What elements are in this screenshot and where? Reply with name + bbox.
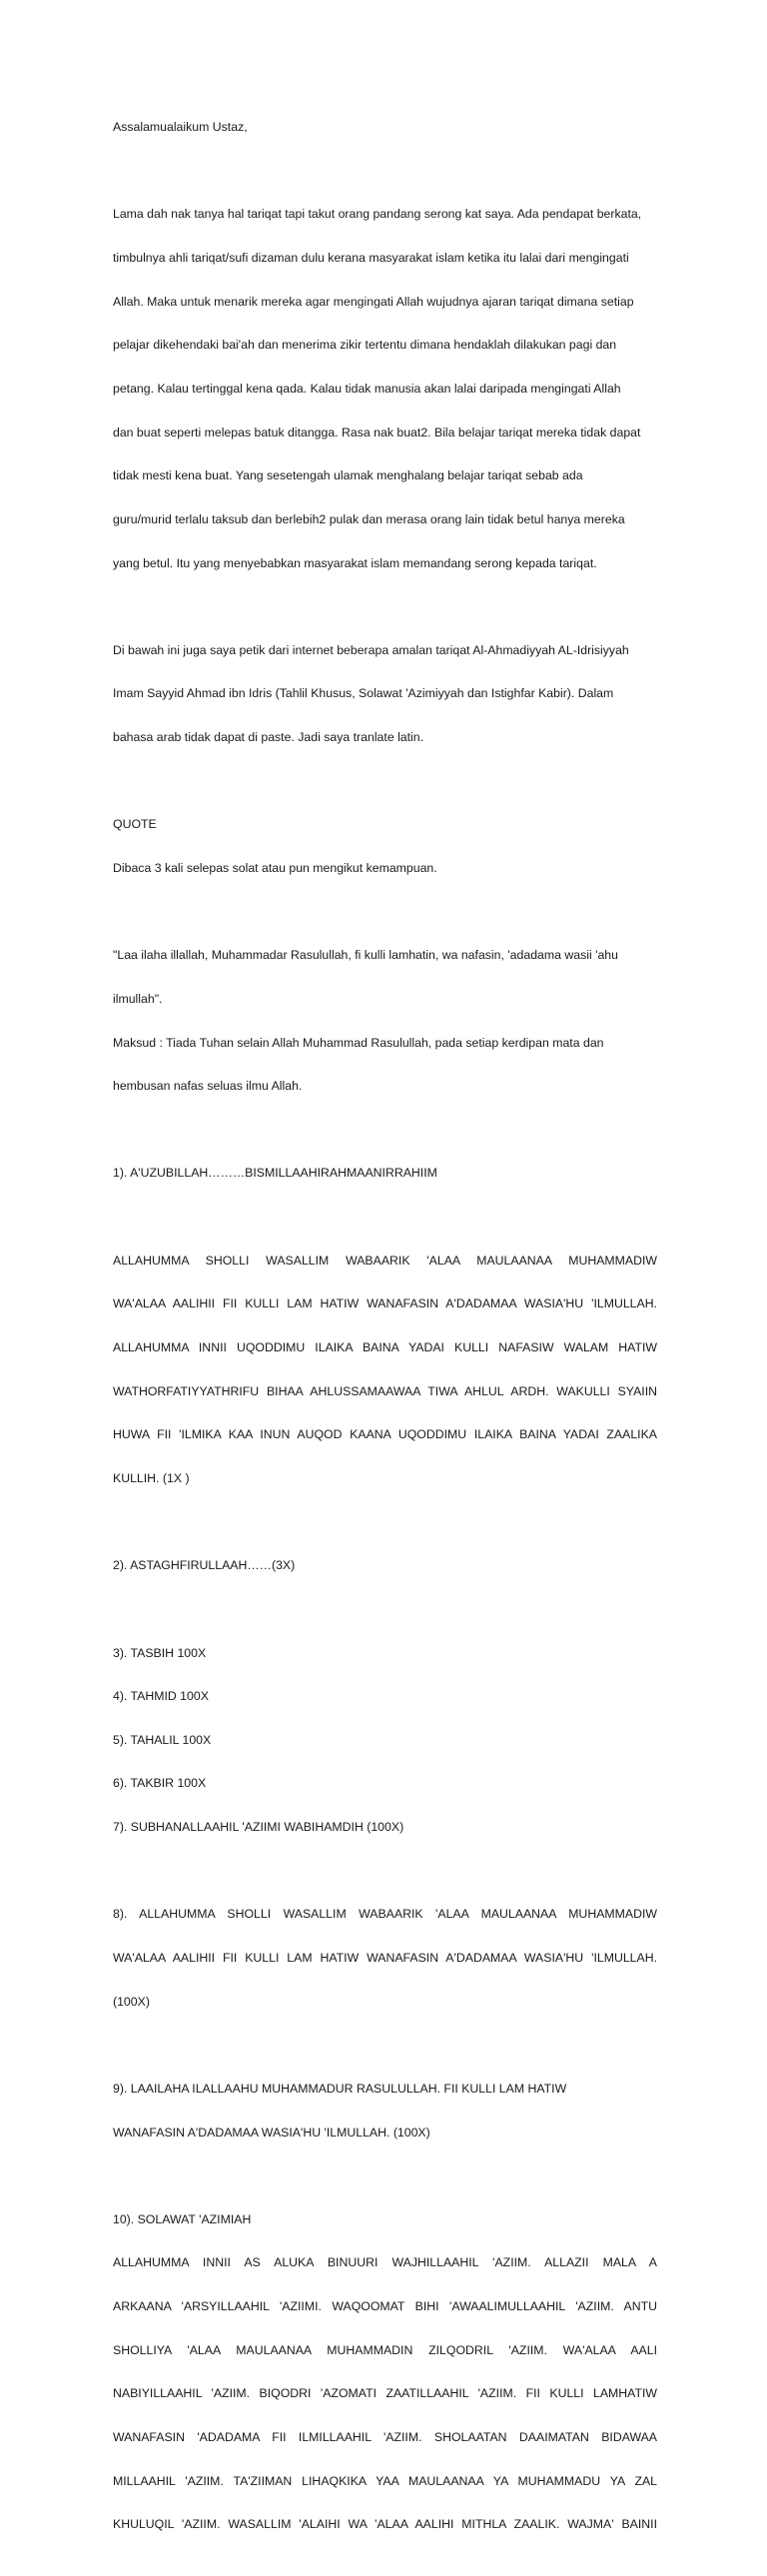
text-line: (100X) [113,1994,150,2009]
text-line: 8). ALLAHUMMA SHOLLI WASALLIM WABAARIK 'ALAA MAULAANAA MUHAMMADIW [113,1907,657,1922]
text-line: guru/murid terlalu taksub dan berlebih2 pulak dan merasa orang lain tidak betul hanya mereka [113,511,625,526]
item-9 [113,2053,657,2168]
list-item: 4). TAHMID 100X [113,1689,209,1704]
list-item: 5). TAHALIL 100X [113,1732,212,1747]
text-line: SHOLLIYA 'ALAA MAULAANAA MUHAMMADIN ZILQODRIL 'AZIIM. WA'ALAA AALI [113,2342,657,2357]
text-line: HUWA FII 'ILMIKA KAA INUN AUQOD KAANA UQODDIMU ILAIKA BAINA YADAI ZAALIKA [113,1427,657,1442]
text-line: Di bawah ini juga saya petik dari internet beberapa amalan tariqat Al-Ahmadiyyah AL-Idrisiyyah [113,642,629,657]
text-line: Lama dah nak tanya hal tariqat tapi takut orang pandang serong kat saya. Ada pendapat berkata, [113,207,642,222]
text-line: NABIYILLAAHIL 'AZIIM. BIQODRI 'AZOMATI ZAATILLAAHIL 'AZIIM. FII KULLI LAMHATIW [113,2386,657,2401]
items-3-to-7 [113,1616,657,1863]
tahlil-block [113,919,657,1123]
quote-instruction: Dibaca 3 kali selepas solat atau pun mengikut kemampuan. [113,860,437,875]
paragraph-amalan-intro [113,614,657,774]
document-body [113,91,657,2576]
item-1-text [113,1225,657,1515]
text-line: 2). ASTAGHFIRULLAAH……(3X) [113,1558,296,1573]
text-line: tidak mesti kena buat. Yang sesetengah ulamak menghalang belajar tariqat sebab ada [113,468,583,483]
text-line: ALLAHUMMA SHOLLI WASALLIM WABAARIK 'ALAA MAULAANAA MUHAMMADIW [113,1253,657,1268]
text-line: ALLAHUMMA INNII AS ALUKA BINUURI WAJHILLAAHIL 'AZIIM. ALLAZII MALA A [113,2255,657,2270]
text-line: ALLAHUMMA INNII UQODDIMU ILAIKA BAINA YADAI KULLI NAFASIW WALAM HATIW [113,1340,657,1355]
text-line: MILLAAHIL 'AZIIM. TA'ZIIMAN LIHAQKIKA YAA MAULAANAA YA MUHAMMADU YA ZAL [113,2473,657,2488]
quote-block [113,788,657,904]
text-line: Allah. Maka untuk menarik mereka agar mengingati Allah wujudnya ajaran tariqat dimana setiap [113,294,634,309]
text-line: WA'ALAA AALIHII FII KULLI LAM HATIW WANAFASIN A'DADAMAA WASIA'HU 'ILMULLAH. [113,1951,657,1965]
item-10 [113,2183,657,2561]
text-line: ilmullah". [113,991,163,1006]
greeting [113,91,657,164]
list-item: 3). TASBIH 100X [113,1645,207,1660]
list-item: 6). TAKBIR 100X [113,1776,207,1791]
text-line: 9). LAAILAHA ILALLAAHU MUHAMMADUR RASULULLAH. FII KULLI LAM HATIW [113,2081,567,2096]
text-line: WATHORFATIYYATHRIFU BIHAA AHLUSSAMAAWAA TIWA AHLUL ARDH. WAKULLI SYAIIN [113,1383,657,1398]
item-10-heading: 10). SOLAWAT 'AZIMIAH [113,2211,252,2226]
text-line: 1). A'UZUBILLAH………BISMILLAAHIRAHMAANIRRAHIIM [113,1166,437,1181]
item-8 [113,1878,657,2038]
text-line: WA'ALAA AALIHII FII KULLI LAM HATIW WANAFASIN A'DADAMAA WASIA'HU 'ILMULLAH. [113,1296,657,1311]
text-line: WANAFASIN A'DADAMAA WASIA'HU 'ILMULLAH. (100X) [113,2125,430,2140]
text-line: KULLIH. (1X ) [113,1470,190,1485]
greeting-line: Assalamualaikum Ustaz, [113,120,248,135]
text-line: Imam Sayyid Ahmad ibn Idris (Tahlil Khusus, Solawat 'Azimiyyah dan Istighfar Kabir). Dalam [113,686,614,701]
text-line: hembusan nafas seluas ilmu Allah. [113,1079,303,1094]
text-line: dan buat seperti melepas batuk ditangga. Rasa nak buat2. Bila belajar tariqat mereka tidak dapat [113,425,641,439]
list-item: 7). SUBHANALLAAHIL 'AZIIMI WABIHAMDIH (100X) [113,1820,404,1835]
text-line: KHULUQIL 'AZIIM. WASALLIM 'ALAIHI WA 'ALAA AALIHI MITHLA ZAALIK. WAJMA' BAINII [113,2517,657,2532]
text-line: pelajar dikehendaki bai'ah dan menerima zikir tertentu dimana hendaklah dilakukan pagi dan [113,338,617,353]
text-line: timbulnya ahli tariqat/sufi dizaman dulu kerana masyarakat islam ketika itu lalai dari mengingati [113,251,629,266]
text-line: petang. Kalau tertinggal kena qada. Kalau tidak manusia akan lalai daripada mengingati Allah [113,381,621,396]
item-2 [113,1529,657,1602]
text-line: WANAFASIN 'ADADAMA FII ILMILLAAHIL 'AZIIM. SHOLAATAN DAAIMATAN BIDAWAA [113,2430,657,2445]
text-line: Maksud : Tiada Tuhan selain Allah Muhammad Rasulullah, pada setiap kerdipan mata dan [113,1035,604,1050]
text-line: yang betul. Itu yang menyebabkan masyarakat islam memandang serong kepada tariqat. [113,555,597,570]
text-line: ARKAANA 'ARSYILLAAHIL 'AZIIMI. WAQOOMAT BIHI 'AWAALIMULLAAHIL 'AZIIM. ANTU [113,2299,657,2314]
text-line: "Laa ilaha illallah, Muhammadar Rasulullah, fi kulli lamhatin, wa nafasin, 'adadama wasii 'ahu [113,948,618,963]
paragraph-tariqat-question [113,178,657,599]
item-1-heading [113,1137,657,1210]
text-line: bahasa arab tidak dapat di paste. Jadi saya tranlate latin. [113,730,424,745]
quote-label: QUOTE [113,817,157,832]
